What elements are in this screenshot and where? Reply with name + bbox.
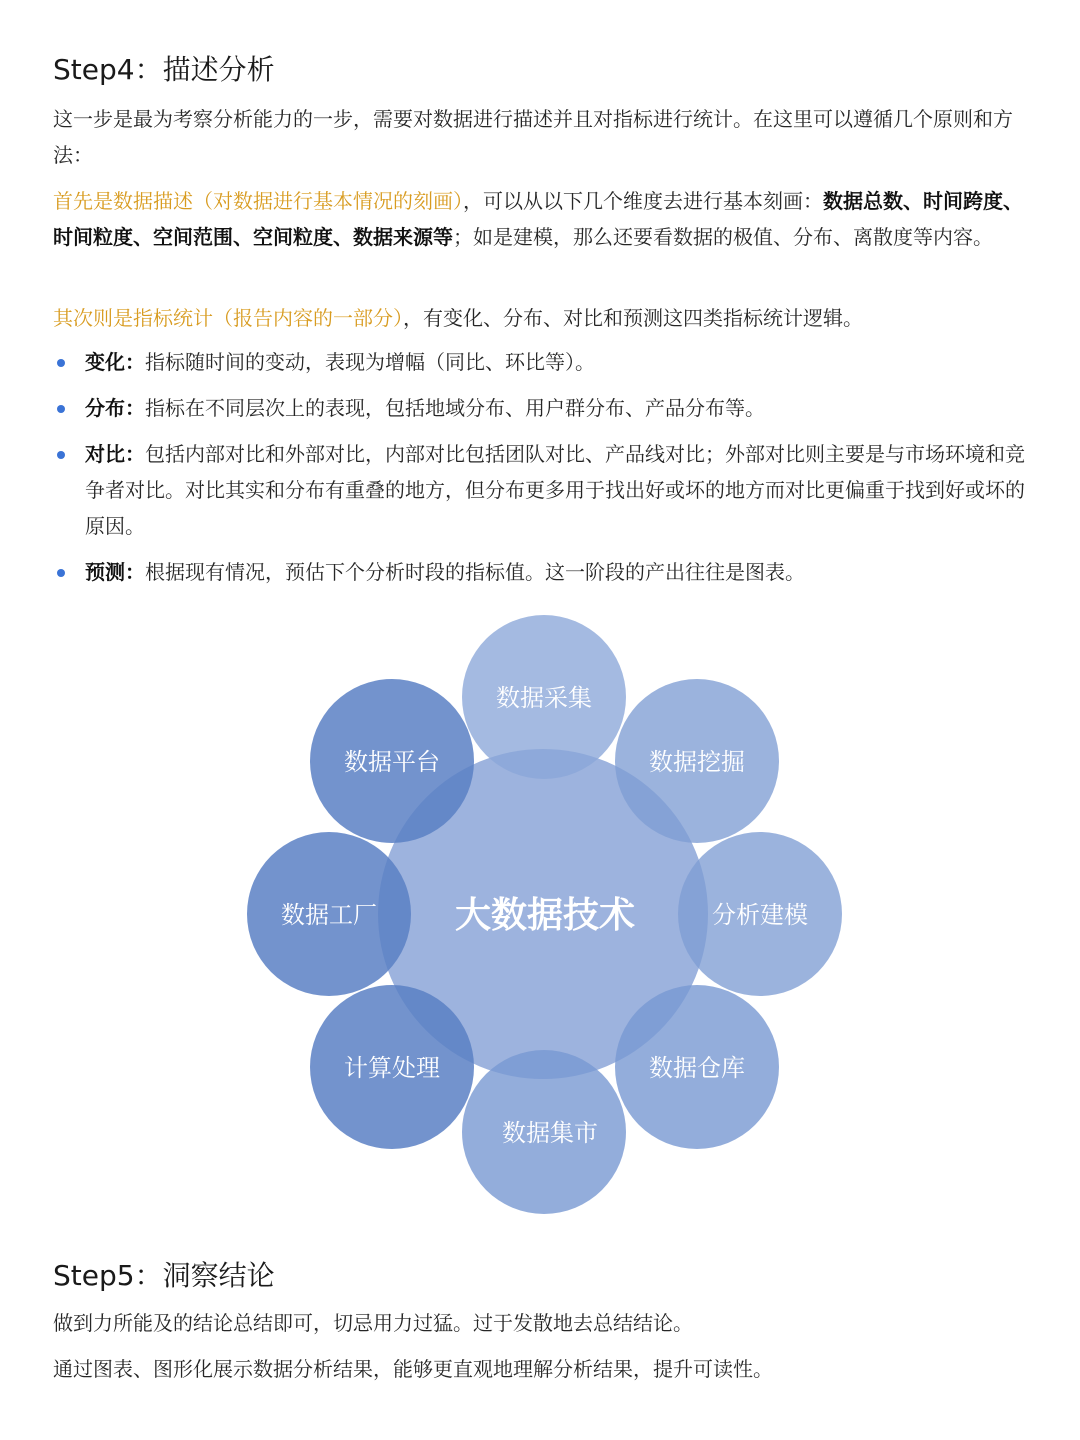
step5-paragraph-2: 通过图表、图形化展示数据分析结果，能够更直观地理解分析结果，提升可读性。 bbox=[53, 1357, 773, 1381]
bullet-dot-icon bbox=[57, 359, 65, 367]
diagram-node bbox=[462, 615, 626, 779]
diagram-node bbox=[247, 832, 411, 996]
node-label: 数据挖掘 bbox=[649, 748, 745, 776]
list-item bbox=[53, 554, 1028, 590]
bullet-dot-icon bbox=[57, 451, 65, 459]
data-description-highlight: 首先是数据描述（对数据进行基本情况的刻画） bbox=[53, 189, 463, 213]
list-item-text: 根据现有情况，预估下个分析时段的指标值。这一阶段的产出往往是图表。 bbox=[145, 560, 805, 584]
step5-heading: Step5：洞察结论 bbox=[53, 1259, 275, 1292]
diagram-node bbox=[310, 679, 474, 843]
node-label: 数据工厂 bbox=[281, 901, 377, 929]
metric-statistics-highlight: 其次则是指标统计（报告内容的一部分） bbox=[53, 306, 403, 330]
list-item bbox=[53, 436, 1028, 544]
list-item-text: 指标在不同层次上的表现，包括地域分布、用户群分布、产品分布等。 bbox=[145, 396, 765, 420]
step4-heading: Step4：描述分析 bbox=[53, 53, 275, 86]
metric-statistics-text: ，有变化、分布、对比和预测这四类指标统计逻辑。 bbox=[403, 306, 863, 330]
list-item-label: 变化： bbox=[85, 350, 145, 374]
node-label: 分析建模 bbox=[712, 901, 808, 929]
data-description-paragraph bbox=[53, 183, 1033, 255]
big-data-diagram-svg bbox=[230, 610, 860, 1230]
list-item-text: 指标随时间的变动，表现为增幅（同比、环比等）。 bbox=[145, 350, 595, 374]
data-description-text-a: ，可以从以下几个维度去进行基本刻画： bbox=[463, 189, 823, 213]
list-item-label: 预测： bbox=[85, 560, 145, 584]
node-label: 数据集市 bbox=[502, 1119, 598, 1147]
node-label: 数据采集 bbox=[496, 684, 592, 712]
list-item-text: 包括内部对比和外部对比，内部对比包括团队对比、产品线对比；外部对比则主要是与市场环境和竞争者对比。对比其实和分布有重叠的地方，但分布更多用于找出好或坏的地方而对比更偏重于找到好或坏的原因。 bbox=[85, 442, 1025, 538]
step5-paragraph-1: 做到力所能及的结论总结即可，切忌用力过猛。过于发散地去总结结论。 bbox=[53, 1311, 693, 1335]
node-label: 计算处理 bbox=[344, 1054, 440, 1082]
center-label: 大数据技术 bbox=[454, 895, 636, 936]
metric-types-list bbox=[53, 344, 1028, 600]
step4-intro: 这一步是最为考察分析能力的一步，需要对数据进行描述并且对指标进行统计。在这里可以遵循几个原则和方法： bbox=[53, 107, 1013, 167]
list-item-label: 对比： bbox=[85, 442, 145, 466]
diagram-node bbox=[615, 985, 779, 1149]
metric-statistics-paragraph bbox=[53, 300, 1033, 336]
data-description-text-b: ；如是建模，那么还要看数据的极值、分布、离散度等内容。 bbox=[453, 225, 993, 249]
diagram-node bbox=[310, 985, 474, 1149]
diagram-node bbox=[678, 832, 842, 996]
node-label: 数据仓库 bbox=[649, 1054, 745, 1082]
list-item bbox=[53, 390, 1028, 426]
big-data-diagram bbox=[230, 610, 860, 1230]
list-item bbox=[53, 344, 1028, 380]
diagram-node bbox=[615, 679, 779, 843]
data-description-dimensions: 数据总数、时间跨度、时间粒度、空间范围、空间粒度、数据来源等 bbox=[53, 189, 1023, 249]
diagram-node bbox=[462, 1050, 626, 1214]
bullet-dot-icon bbox=[57, 569, 65, 577]
list-item-label: 分布： bbox=[85, 396, 145, 420]
node-label: 数据平台 bbox=[344, 748, 440, 776]
bullet-dot-icon bbox=[57, 405, 65, 413]
